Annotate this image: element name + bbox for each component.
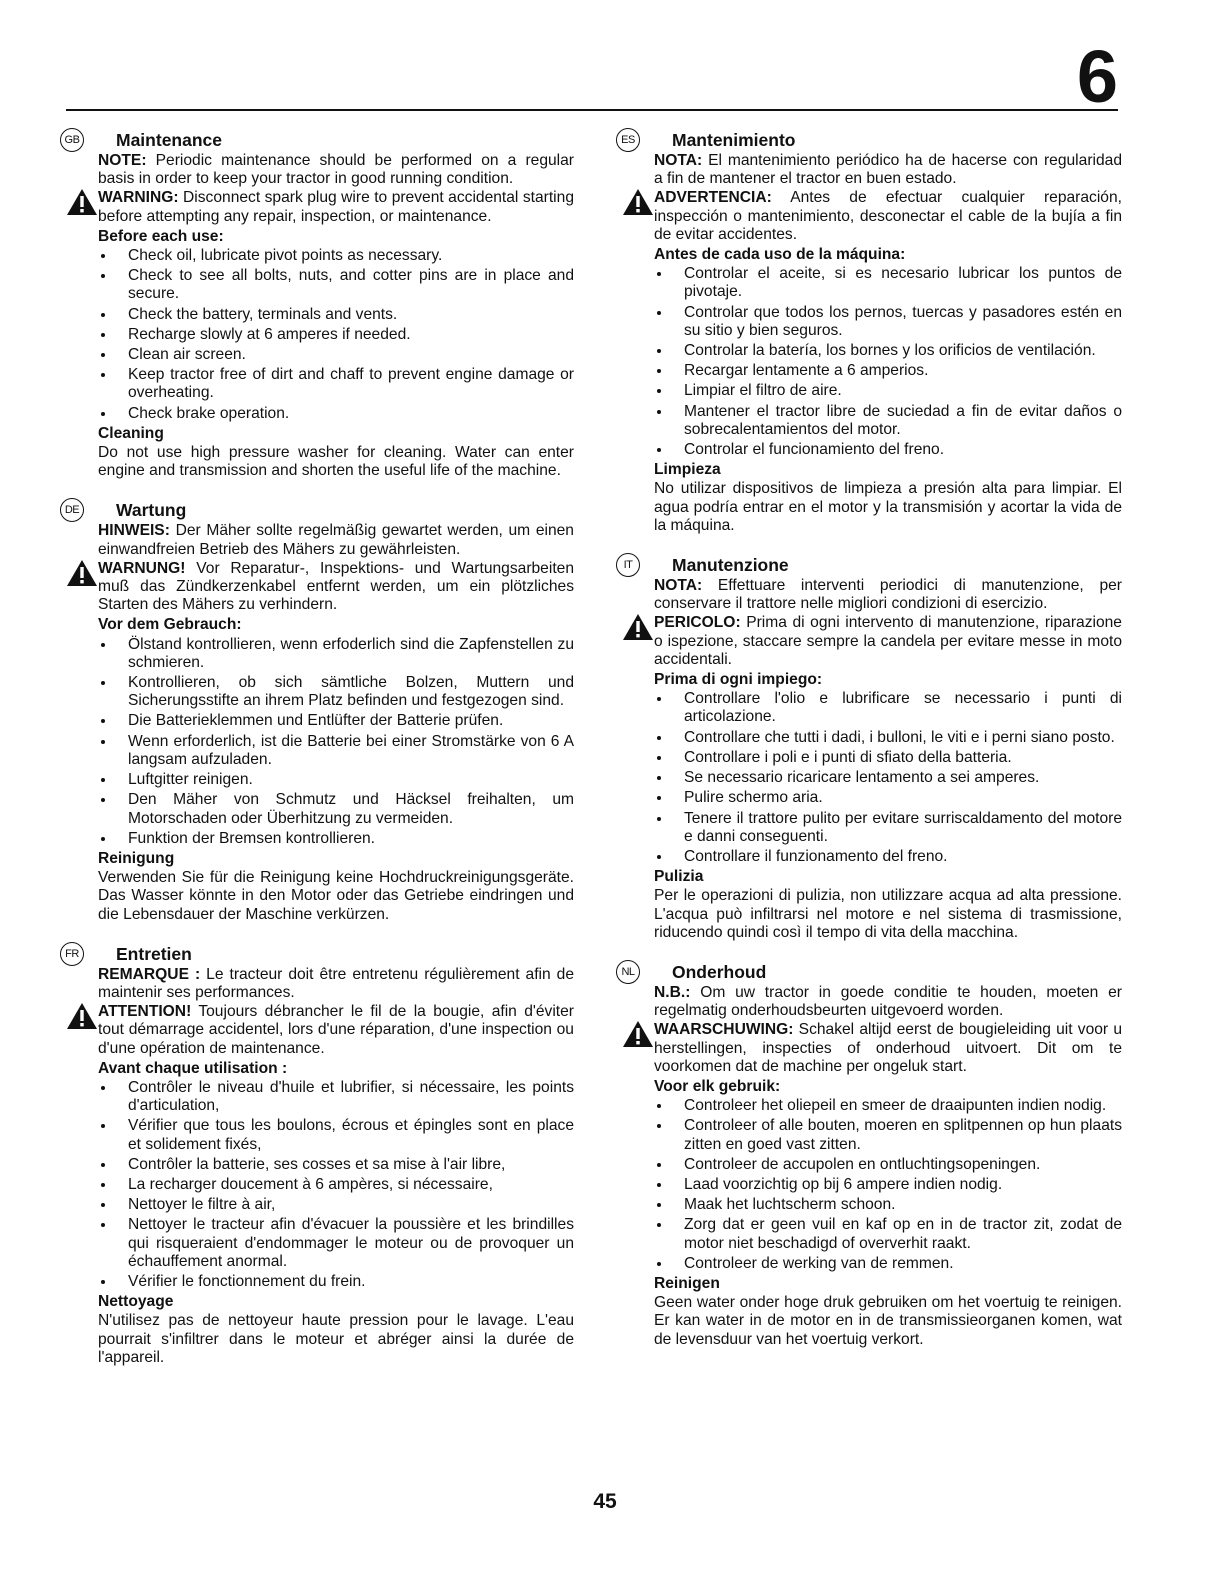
checklist	[98, 636, 574, 848]
cleaning-text: No utilizar dispositivos de limpieza a presión alta para limpiar. El agua podría entrar en el motor y la transmisión y acortar la vida de la máquina.	[654, 480, 1122, 534]
cleaning-text: Geen water onder hoge druk gebruiken om het voertuig te reinigen. Er kan water in de motor en in de transmissieorganen komen, wat de levensduur van het voertuig verkort.	[654, 1294, 1122, 1348]
cleaning-heading: Reinigen	[654, 1274, 720, 1292]
section-header	[66, 498, 574, 522]
checklist-item: Nettoyer le filtre à air,	[98, 1196, 574, 1214]
section-it	[622, 553, 1122, 942]
checklist-item: Zorg dat er geen vuil en kaf op en in de tractor zit, zodat de motor niet beschadigd of oververhit raakt.	[654, 1216, 1122, 1252]
warning-block	[622, 1021, 1122, 1076]
note-text: Effettuare interventi periodici di manutenzione, per conservare il trattore nelle migliori condizioni di esercizio.	[654, 577, 1122, 613]
warning-paragraph	[654, 1021, 1122, 1076]
section-header	[622, 960, 1122, 984]
checklist-item: Contrôler la batterie, ses cosses et sa mise à l'air libre,	[98, 1156, 574, 1174]
note-label: N.B.:	[654, 983, 691, 1001]
warning-paragraph	[98, 1003, 574, 1058]
before-use-heading: Vor dem Gebrauch:	[98, 616, 242, 634]
language-badge-icon: IT	[616, 553, 640, 577]
right-column	[622, 128, 1122, 1367]
checklist-item: La recharger doucement à 6 ampères, si nécessaire,	[98, 1176, 574, 1194]
page-number: 45	[593, 1490, 617, 1513]
note-text: Le tracteur doit être entretenu régulièrement afin de maintenir ses performances.	[98, 965, 574, 1001]
warning-block	[622, 189, 1122, 244]
note-paragraph	[654, 152, 1122, 188]
section-gb	[66, 128, 574, 480]
language-badge-icon: NL	[616, 960, 640, 984]
warning-label: WAARSCHUWING:	[654, 1021, 794, 1039]
warning-paragraph	[654, 189, 1122, 244]
checklist-item: Kontrollieren, ob sich sämtliche Bolzen, Muttern und Sicherungsstifte an ihrem Platz befinden und festgezogen sind.	[98, 674, 574, 710]
warning-label: PERICOLO:	[654, 614, 741, 632]
before-use-heading: Before each use:	[98, 227, 224, 245]
checklist-item: Ölstand kontrollieren, wenn erfoderlich sind die Zapfenstellen zu schmieren.	[98, 636, 574, 672]
checklist-item: Check to see all bolts, nuts, and cotter pins are in place and secure.	[98, 267, 574, 303]
cleaning-heading: Cleaning	[98, 424, 164, 442]
checklist-item: Check brake operation.	[98, 405, 574, 423]
left-column	[66, 128, 574, 1385]
cleaning-heading: Reinigung	[98, 849, 175, 867]
cleaning-text: N'utilisez pas de nettoyeur haute pression pour le lavage. L'eau pourrait s'infiltrer dans le moteur et abréger ainsi la durée de l'appareil.	[98, 1312, 574, 1366]
warning-block	[66, 1003, 574, 1058]
before-use-heading: Avant chaque utilisation :	[98, 1059, 288, 1077]
checklist-item: Controllare che tutti i dadi, i bulloni, le viti e i perni siano posto.	[654, 729, 1122, 747]
checklist-item: Controllare il funzionamento del freno.	[654, 848, 1122, 866]
warning-triangle-icon	[622, 613, 654, 641]
cleaning-text: Per le operazioni di pulizia, non utilizzare acqua ad alta pressione. L'acqua può infiltrarsi nel motore e nel sistema di trasmissione, riducendo quindi così il tempo di vita della macchina.	[654, 887, 1122, 941]
note-label: HINWEIS:	[98, 522, 170, 540]
cleaning-text: Verwenden Sie für die Reinigung keine Hochdruckreinigungsgeräte. Das Wasser könnte in den Motor oder das Getriebe eindringen und die Lebensdauer der Maschine verkürzen.	[98, 869, 574, 923]
checklist	[98, 1079, 574, 1291]
checklist-item: Luftgitter reinigen.	[98, 771, 574, 789]
checklist-item: Controleer de werking van de remmen.	[654, 1255, 1122, 1273]
note-label: NOTA:	[654, 152, 703, 169]
checklist-item: Check oil, lubricate pivot points as necessary.	[98, 247, 574, 265]
checklist	[654, 1097, 1122, 1273]
warning-text: Prima di ogni intervento di manutenzione, riparazione o ispezione, staccare sempre la candela per evitare messe in moto accidentali.	[654, 614, 1122, 668]
checklist-item: Se necessario ricaricare lentamento a sei amperes.	[654, 769, 1122, 787]
before-use-heading: Antes de cada uso de la máquina:	[654, 246, 906, 264]
checklist-item: Clean air screen.	[98, 346, 574, 364]
checklist-item: Controllare l'olio e lubrificare se necessario i punti di articolazione.	[654, 690, 1122, 726]
checklist-item: Die Batterieklemmen und Entlüfter der Batterie prüfen.	[98, 712, 574, 730]
cleaning-heading: Nettoyage	[98, 1293, 174, 1311]
warning-triangle-icon	[622, 188, 654, 216]
warning-paragraph	[98, 189, 574, 225]
page-section-number: 6	[1076, 35, 1118, 118]
checklist-item: Check the battery, terminals and vents.	[98, 306, 574, 324]
warning-triangle-icon	[66, 188, 98, 216]
note-label: REMARQUE :	[98, 965, 201, 983]
checklist-item: Vérifier que tous les boulons, écrous et épingles sont en place et solidement fixés,	[98, 1117, 574, 1153]
warning-paragraph	[654, 614, 1122, 669]
language-badge-icon: GB	[60, 128, 84, 152]
checklist-item: Laad voorzichtig op bij 6 ampere indien nodig.	[654, 1176, 1122, 1194]
warning-block	[622, 614, 1122, 669]
checklist-item: Controlar que todos los pernos, tuercas y pasadores estén en su sitio y bien seguros.	[654, 304, 1122, 340]
warning-block	[66, 189, 574, 225]
warning-text: Disconnect spark plug wire to prevent accidental starting before attempting any repair, inspection, or maintenance.	[98, 189, 574, 225]
checklist-item: Controleer het oliepeil en smeer de draaipunten indien nodig.	[654, 1097, 1122, 1115]
checklist-item: Nettoyer le tracteur afin d'évacuer la poussière et les brindilles qui risqueraient d'endommager le moteur ou de provoquer un échauffement anormal.	[98, 1216, 574, 1271]
language-badge-icon: DE	[60, 498, 84, 522]
note-paragraph	[98, 966, 574, 1002]
note-label: NOTA:	[654, 577, 703, 595]
section-title: Mantenimiento	[672, 130, 796, 150]
cleaning-text: Do not use high pressure washer for cleaning. Water can enter engine and transmission and shorten the useful life of the machine.	[98, 444, 574, 480]
checklist-item: Maak het luchtscherm schoon.	[654, 1196, 1122, 1214]
checklist-item: Limpiar el filtro de aire.	[654, 382, 1122, 400]
section-title: Maintenance	[116, 130, 222, 150]
checklist-item: Recharge slowly at 6 amperes if needed.	[98, 326, 574, 344]
warning-label: WARNUNG!	[98, 559, 186, 577]
checklist-item: Pulire schermo aria.	[654, 789, 1122, 807]
before-use-heading: Prima di ogni impiego:	[654, 671, 823, 689]
warning-label: WARNING:	[98, 189, 179, 207]
section-fr	[66, 942, 574, 1367]
checklist	[654, 265, 1122, 459]
checklist-item: Contrôler le niveau d'huile et lubrifier, si nécessaire, les points d'articulation,	[98, 1079, 574, 1115]
section-header	[622, 553, 1122, 577]
checklist-item: Recargar lentamente a 6 amperios.	[654, 362, 1122, 380]
warning-paragraph	[98, 560, 574, 615]
checklist-item: Wenn erforderlich, ist die Batterie bei einer Stromstärke von 6 A langsam aufzuladen.	[98, 733, 574, 769]
note-text: Om uw tractor in goede conditie te houden, moeten er regelmatig onderhoudsbeurten uitgevoerd worden.	[654, 983, 1122, 1020]
checklist-item: Controllare i poli e i punti di sfiato della batteria.	[654, 749, 1122, 767]
section-header	[66, 942, 574, 966]
warning-text: Schakel altijd eerst de bougieleiding uit voor u herstellingen, inspecties of onderhoud uitvoert. Dit om te voorkomen dat de machine per ongeluk start.	[654, 1021, 1122, 1075]
warning-label: ATTENTION!	[98, 1003, 192, 1021]
language-badge-icon: ES	[616, 128, 640, 152]
checklist	[98, 247, 574, 423]
note-text: El mantenimiento periódico ha de hacerse con regularidad a fin de mantener el tractor en buen estado.	[654, 152, 1122, 188]
section-title: Entretien	[116, 943, 192, 964]
note-label: NOTE:	[98, 152, 147, 169]
checklist-item: Keep tractor free of dirt and chaff to prevent engine damage or overheating.	[98, 366, 574, 402]
checklist-item: Tenere il trattore pulito per evitare surriscaldamento del motore e danni conseguenti.	[654, 810, 1122, 846]
warning-label: ADVERTENCIA:	[654, 189, 772, 207]
warning-text: Toujours débrancher le fil de la bougie, afin d'éviter tout démarrage accidentel, lors d'une réparation, d'une inspection ou d'une opération de maintenance.	[98, 1003, 574, 1057]
language-badge-icon: FR	[60, 942, 84, 966]
checklist-item: Controleer de accupolen en ontluchtingsopeningen.	[654, 1156, 1122, 1174]
checklist-item: Controlar el aceite, si es necesario lubricar los puntos de pivotaje.	[654, 265, 1122, 301]
section-es	[622, 128, 1122, 535]
warning-text: Vor Reparatur-, Inspektions- und Wartungsarbeiten muß das Zündkerzenkabel entfernt werden, um ein plötzliches Starten des Mähers zu verhindern.	[98, 559, 574, 614]
warning-triangle-icon	[622, 1020, 654, 1048]
warning-text: Antes de efectuar cualquier reparación, inspección o mantenimiento, desconectar el cable de la bujía a fin de evitar accidentes.	[654, 189, 1122, 243]
note-paragraph	[98, 522, 574, 558]
note-paragraph	[654, 984, 1122, 1020]
checklist-item: Controlar el funcionamiento del freno.	[654, 441, 1122, 459]
warning-triangle-icon	[66, 1002, 98, 1030]
cleaning-heading: Pulizia	[654, 868, 704, 886]
section-title: Manutenzione	[672, 555, 789, 576]
checklist	[654, 690, 1122, 866]
section-header	[622, 128, 1122, 152]
section-nl	[622, 960, 1122, 1349]
section-de	[66, 498, 574, 923]
before-use-heading: Voor elk gebruik:	[654, 1077, 781, 1095]
checklist-item: Mantener el tractor libre de suciedad a fin de evitar daños o sobrecalentamientos del motor.	[654, 403, 1122, 439]
checklist-item: Controleer of alle bouten, moeren en splitpennen op hun plaats zitten en goed vast zitten.	[654, 1117, 1122, 1153]
note-text: Periodic maintenance should be performed on a regular basis in order to keep your tractor in good running condition.	[98, 152, 574, 188]
warning-block	[66, 560, 574, 615]
section-title: Onderhoud	[672, 961, 767, 982]
section-title: Wartung	[116, 500, 187, 521]
note-paragraph	[654, 577, 1122, 613]
header-rule	[66, 109, 1118, 111]
note-text: Der Mäher sollte regelmäßig gewartet werden, um einen einwandfreien Betrieb des Mähers zu gewährleisten.	[98, 522, 574, 558]
checklist-item: Controlar la batería, los bornes y los orificios de ventilación.	[654, 342, 1122, 360]
note-paragraph	[98, 152, 574, 188]
checklist-item: Den Mäher von Schmutz und Häcksel freihalten, um Motorschaden oder Überhitzung zu vermeiden.	[98, 791, 574, 827]
warning-triangle-icon	[66, 559, 98, 587]
checklist-item: Funktion der Bremsen kontrollieren.	[98, 830, 574, 848]
checklist-item: Vérifier le fonctionnement du frein.	[98, 1273, 574, 1291]
section-header	[66, 128, 574, 152]
cleaning-heading: Limpieza	[654, 461, 721, 479]
